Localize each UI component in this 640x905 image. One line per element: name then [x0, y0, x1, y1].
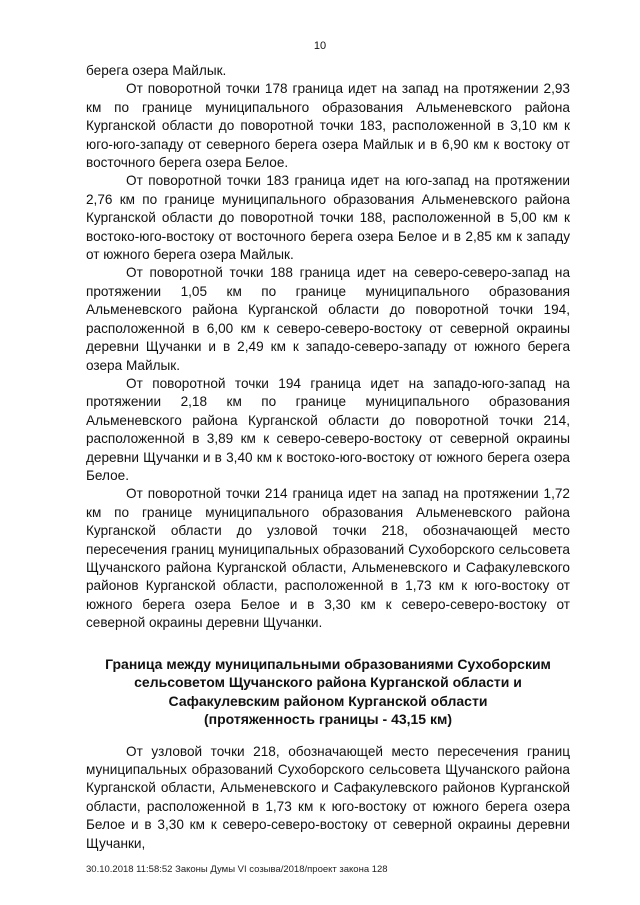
- heading-line-4: (протяженность границы - 43,15 км): [203, 711, 453, 728]
- paragraph-point-188: От поворотной точки 188 граница идет на северо-северо-запад на протяжении 1,05 км по границе муниципального образования Альменевского района Курганской области до поворотной точки 194, расположенной в 6,00 км к северо-северо-востоку от северной окраины деревни Щучанки и в 2,49 км к западо-северо-западу от южного берега озера Майлык.: [86, 265, 570, 373]
- heading-line-2: сельсоветом Щучанского района Курганской области и: [134, 674, 522, 691]
- paragraph-continuation: берега озера Майлык.: [86, 63, 227, 78]
- section-heading: [86, 655, 570, 729]
- paragraph-point-178: От поворотной точки 178 граница идет на запад на протяжении 2,93 км по границе муниципального образования Альменевского района Курганской области до поворотной точки 183, расположенной в 3,10 км к юго-юго-западу от северного берега озера Майлык и в 6,90 км к востоку от восточного берега озера Белое.: [86, 81, 570, 171]
- paragraph-point-183: От поворотной точки 183 граница идет на юго-запад на протяжении 2,76 км по границе муниципального образования Альменевского района Курганской области до поворотной точки 188, расположенной в 5,00 км к востоко-юго-востоку от восточного берега озера Белое и в 2,85 км к западу от южного берега озера Майлык.: [86, 173, 570, 263]
- page-number: 10: [313, 40, 327, 52]
- paragraph-point-218: От узловой точки 218, обозначающей место пересечения границ муниципальных образований Сухоборского сельсовета Щучанского района Курганской области, Альменевского и Сафакулевского районов Курганской области, расположенной в 1,73 км к юго-востоку от южного берега озера Белое и в 3,30 км к северо-северо-востоку от северной окраины деревни Щучанки,: [86, 743, 570, 851]
- document-footer: 30.10.2018 11:58:52 Законы Думы VI созыва/2018/проект закона 128: [86, 864, 388, 875]
- paragraph-point-194: От поворотной точки 194 граница идет на западо-юго-запад на протяжении 2,18 км по границе муниципального образования Альменевского района Курганской области до поворотной точки 214, расположенной в 3,89 км к северо-северо-востоку от северной окраины деревни Щучанки и в 3,40 км к востоко-юго-востоку от южного берега озера Белое.: [86, 375, 570, 483]
- heading-line-3: Сафакулевским районом Курганской области: [168, 692, 488, 709]
- heading-line-1: Граница между муниципальными образованиями Сухоборским: [105, 655, 551, 672]
- document-body: [86, 62, 570, 853]
- paragraph-point-214: От поворотной точки 214 граница идет на запад на протяжении 1,72 км по границе муниципального образования Альменевского района Курганской области до узловой точки 218, обозначающей место пересечения границ муниципальных образований Сухоборского сельсовета Щучанского района Курганской области, Альменевского и Сафакулевского районов Курганской области, расположенной в 1,73 км к юго-востоку от южного берега озера Белое и в 3,30 км к северо-северо-востоку от северной окраины деревни Щучанки.: [86, 486, 570, 631]
